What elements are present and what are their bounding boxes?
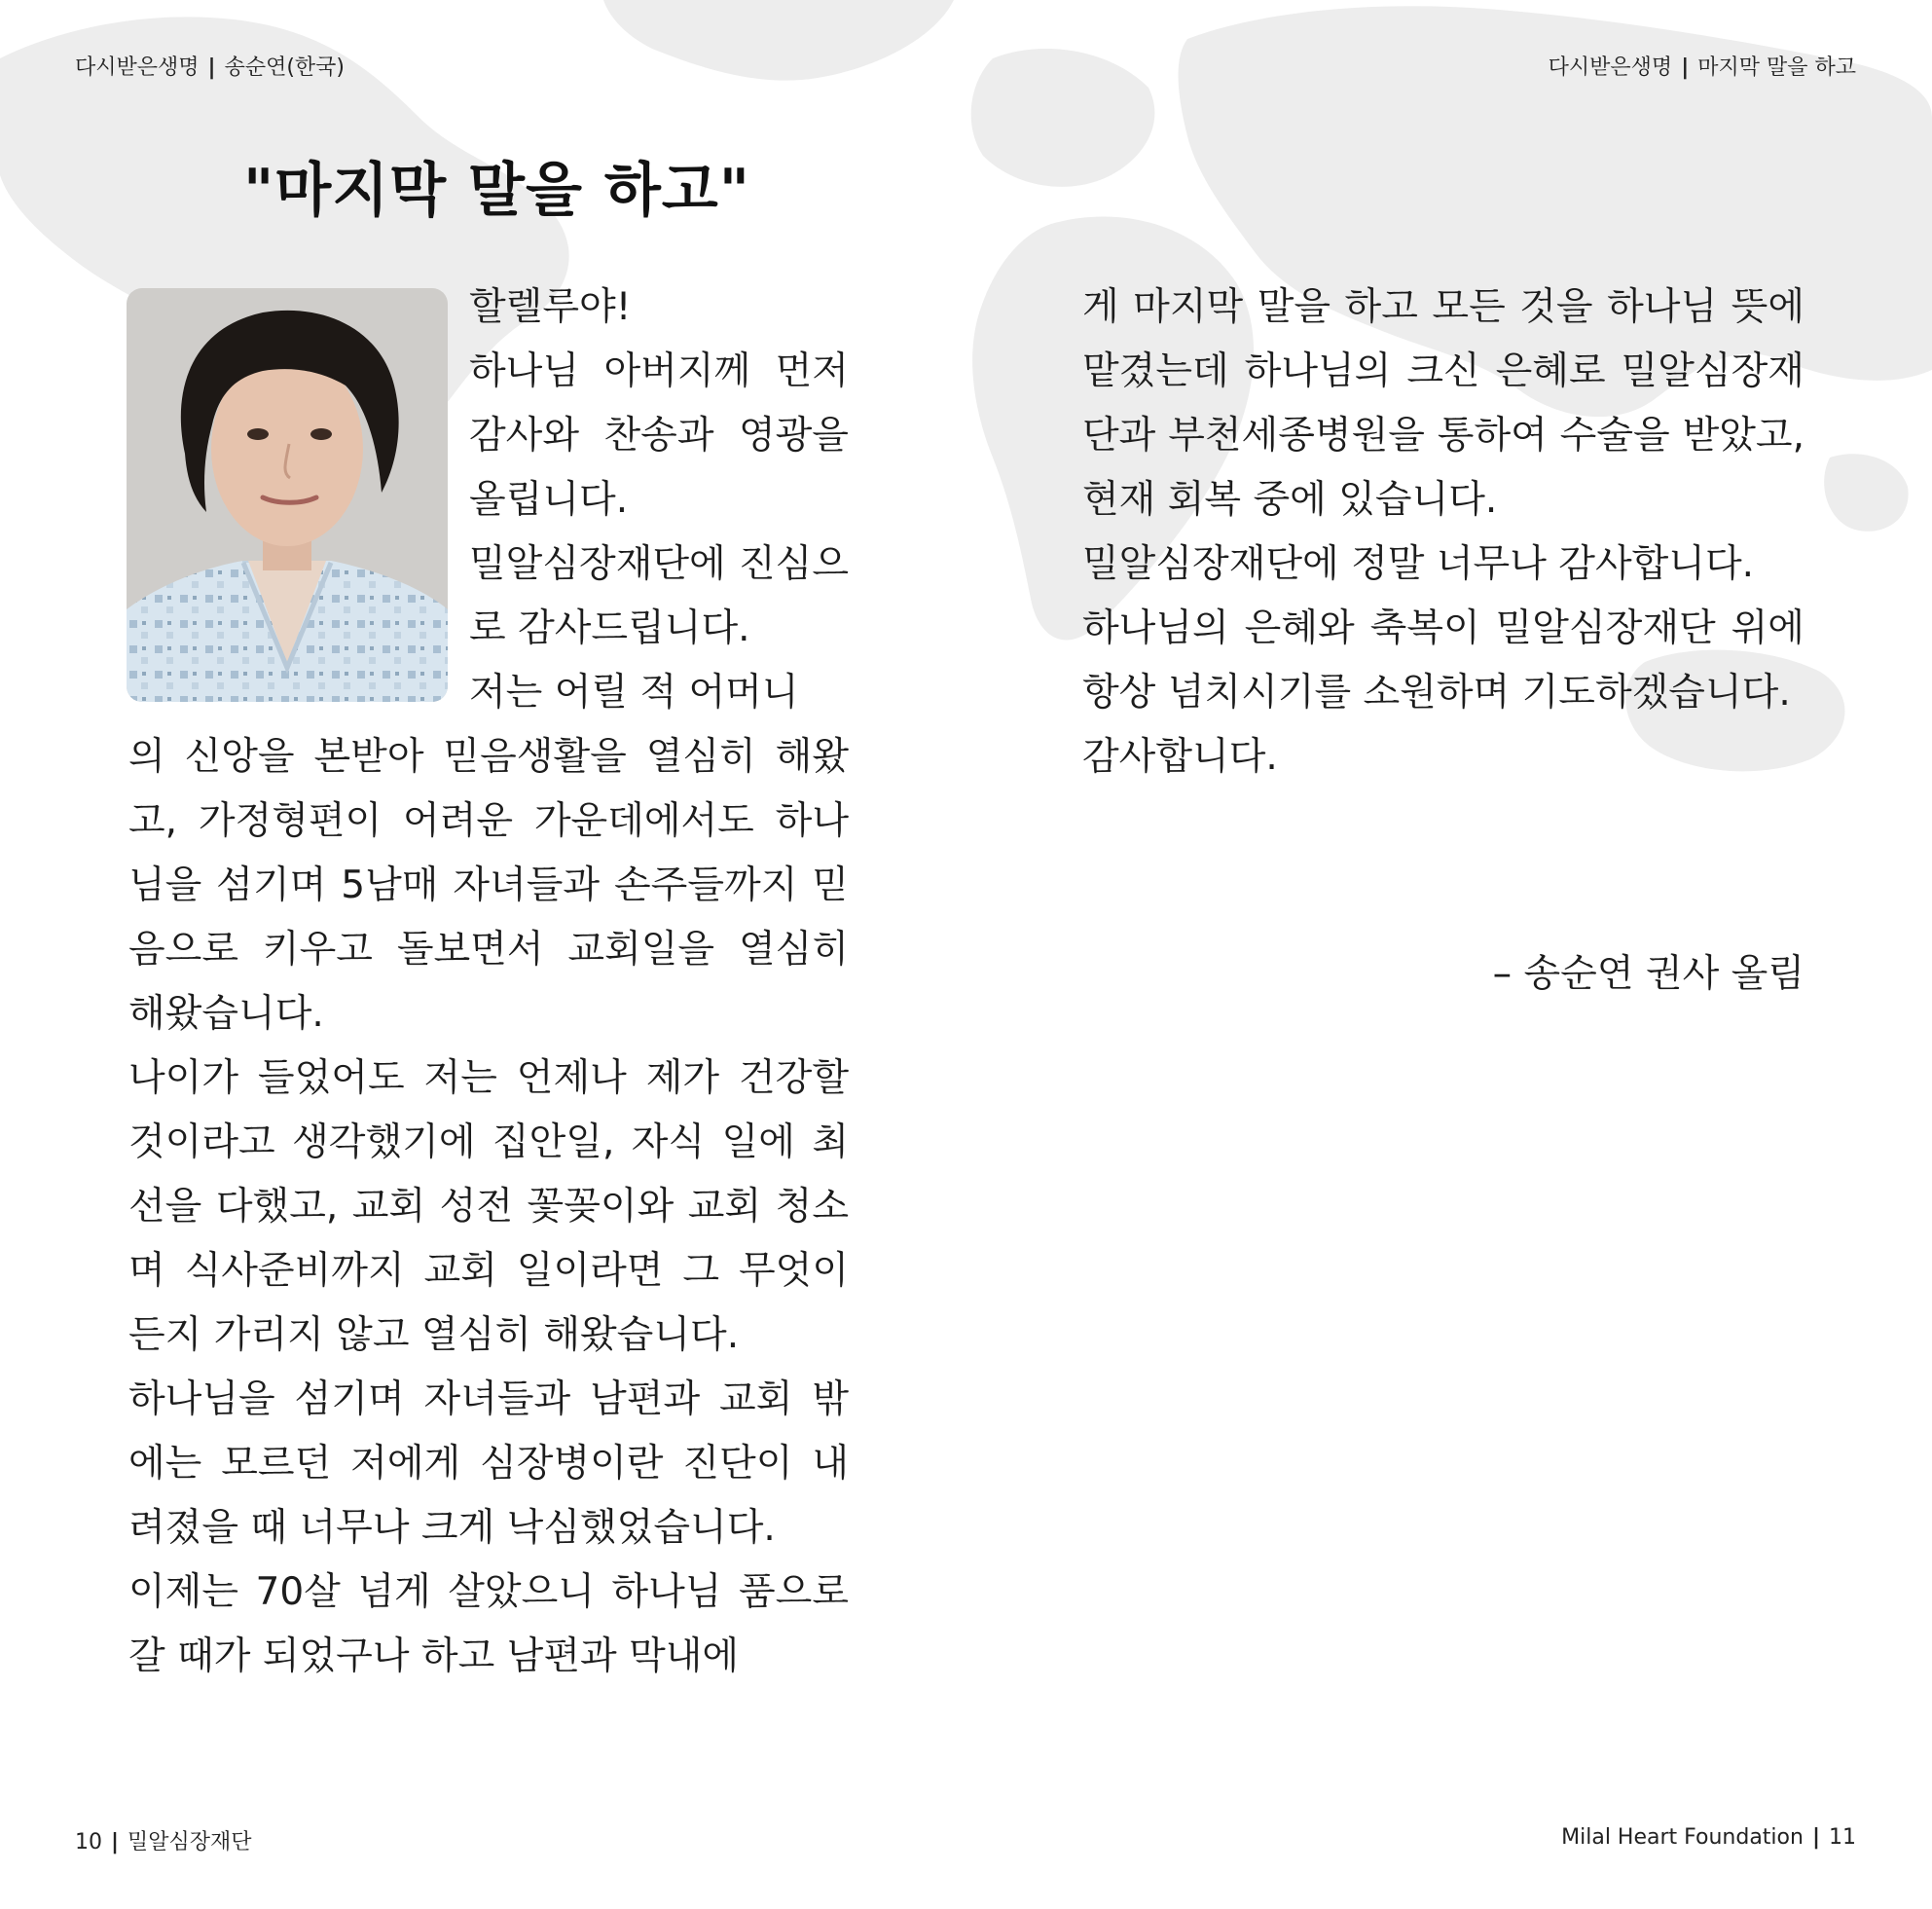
paragraph: 의 신앙을 본받아 믿음생활을 열심히 해왔고, 가정형편이 어려운 가운데에서도 하나님을 섬기며 5남매 자녀들과 손주들까지 믿음으로 키우고 돌보면서 교회일을 열심히 해왔습니다. <box>128 735 849 1036</box>
page-number: 11 <box>1829 1825 1856 1850</box>
article-intro-column <box>469 275 849 725</box>
publication-name: 다시받은생명 <box>75 55 200 80</box>
separator: | <box>1681 55 1690 80</box>
separator: | <box>111 1830 120 1854</box>
paragraph: 밀알심장재단에 진심으로 감사드립니다. <box>469 542 849 650</box>
paragraph: 하나님의 은혜와 축복이 밀알심장재단 위에 항상 넘치시기를 소원하며 기도하겠습니다. <box>1082 606 1804 715</box>
separator: | <box>1811 1825 1820 1850</box>
paragraph: 밀알심장재단에 정말 너무나 감사합니다. <box>1082 542 1755 586</box>
footer-left <box>75 1825 252 1855</box>
portrait-photo-icon <box>127 288 448 702</box>
portrait-photo <box>127 288 448 702</box>
section-author: 송순연(한국) <box>224 55 345 80</box>
article-right-column <box>1082 275 1804 789</box>
separator: | <box>207 55 216 80</box>
paragraph: 이제는 70살 넘게 살았으니 하나님 품으로 갈 때가 되었구나 하고 남편과 막내에 <box>128 1570 849 1678</box>
section-title: 마지막 말을 하고 <box>1697 55 1856 80</box>
paragraph: 저는 어릴 적 어머니 <box>469 671 799 715</box>
paragraph: 하나님을 섬기며 자녀들과 남편과 교회 밖에는 모르던 저에게 심장병이란 진단이 내려졌을 때 너무나 크게 낙심했었습니다. <box>128 1377 849 1550</box>
publication-name: 다시받은생명 <box>1548 55 1673 80</box>
foundation-name: Milal Heart Foundation <box>1561 1825 1804 1850</box>
page-number: 10 <box>75 1830 102 1854</box>
author-signature: – 송순연 권사 올림 <box>1492 952 1804 996</box>
paragraph: 하나님 아버지께 먼저 감사와 찬송과 영광을 올립니다. <box>469 349 849 522</box>
paragraph: 나이가 들었어도 저는 언제나 제가 건강할 것이라고 생각했기에 집안일, 자식 일에 최선을 다했고, 교회 성전 꽃꽂이와 교회 청소며 식사준비까지 교회 일이라면 그 무엇이든지 가리지 않고 열심히 해왔습니다. <box>128 1056 849 1357</box>
running-head-left <box>75 51 345 81</box>
foundation-name: 밀알심장재단 <box>128 1830 252 1854</box>
running-head-right <box>1549 51 1856 81</box>
article-title: "마지막 말을 하고" <box>243 157 751 225</box>
paragraph: 게 마지막 말을 하고 모든 것을 하나님 뜻에 맡겼는데 하나님의 크신 은혜로 밀알심장재단과 부천세종병원을 통하여 수술을 받았고, 현재 회복 중에 있습니다. <box>1082 285 1804 522</box>
footer-right <box>1561 1825 1856 1850</box>
article-left-column <box>128 725 849 1689</box>
paragraph: 감사합니다. <box>1082 735 1278 779</box>
paragraph: 할렐루야! <box>469 285 632 329</box>
